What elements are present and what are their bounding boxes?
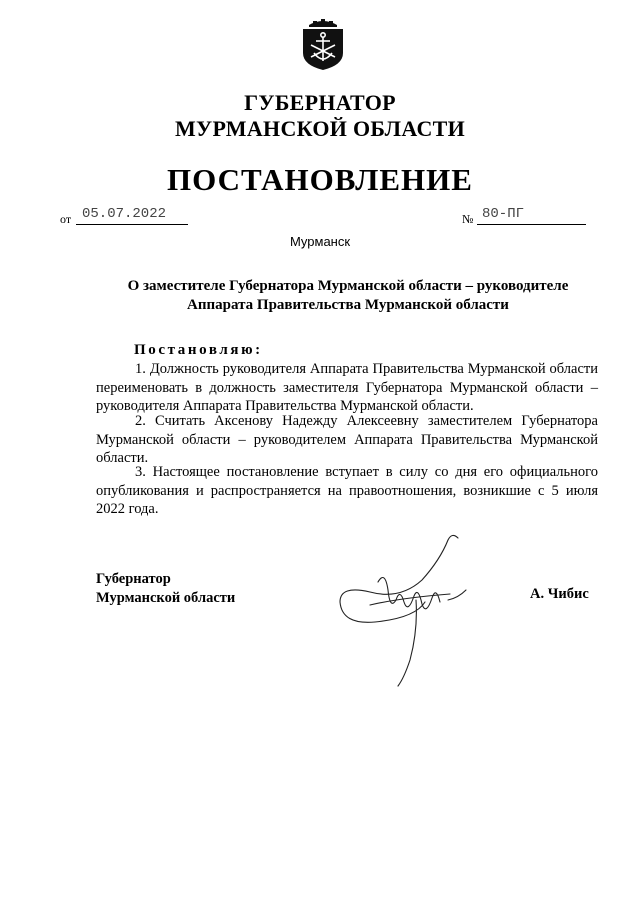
document-date: 05.07.2022	[76, 206, 188, 225]
coat-of-arms-icon	[301, 15, 345, 71]
signatory-name: А. Чибис	[530, 586, 589, 602]
issuer-title-line1: ГУБЕРНАТОР	[244, 90, 396, 115]
paragraph-3	[96, 463, 598, 519]
document-title: О заместителе Губернатора Мурманской области – руководителе Аппарата Правительства Мурманской области	[127, 278, 569, 313]
document-type: ПОСТАНОВЛЕНИЕ	[167, 162, 473, 197]
decree-word: Постановляю:	[134, 342, 263, 358]
paragraph-2	[96, 412, 598, 468]
paragraph-2-text: 2. Считать Аксенову Надежду Алексеевну заместителем Губернатора Мурманской области – руководителем Аппарата Правительства Мурманской области.	[96, 413, 598, 466]
paragraph-1	[96, 360, 598, 416]
city: Мурманск	[289, 234, 351, 249]
handwritten-signature	[330, 530, 480, 690]
date-prefix: от	[60, 212, 72, 226]
paragraph-1-text: 1. Должность руководителя Аппарата Правительства Мурманской области переименовать в должность заместителя Губернатора Мурманской области – руководителя Аппарата Правительства Мурманской области.	[96, 361, 598, 414]
document-number: 80-ПГ	[477, 206, 586, 225]
signatory-position-line1: Губернатор	[96, 571, 171, 587]
signatory-position	[96, 570, 235, 608]
number-prefix: №	[462, 212, 474, 226]
paragraph-3-text: 3. Настоящее постановление вступает в силу со дня его официального опубликования и распространяется на правоотношения, возникшие с 5 июля 2022 года.	[96, 464, 598, 517]
signatory-position-line2: Мурманской области	[96, 590, 236, 606]
issuer-title-line2: МУРМАНСКОЙ ОБЛАСТИ	[174, 116, 466, 141]
